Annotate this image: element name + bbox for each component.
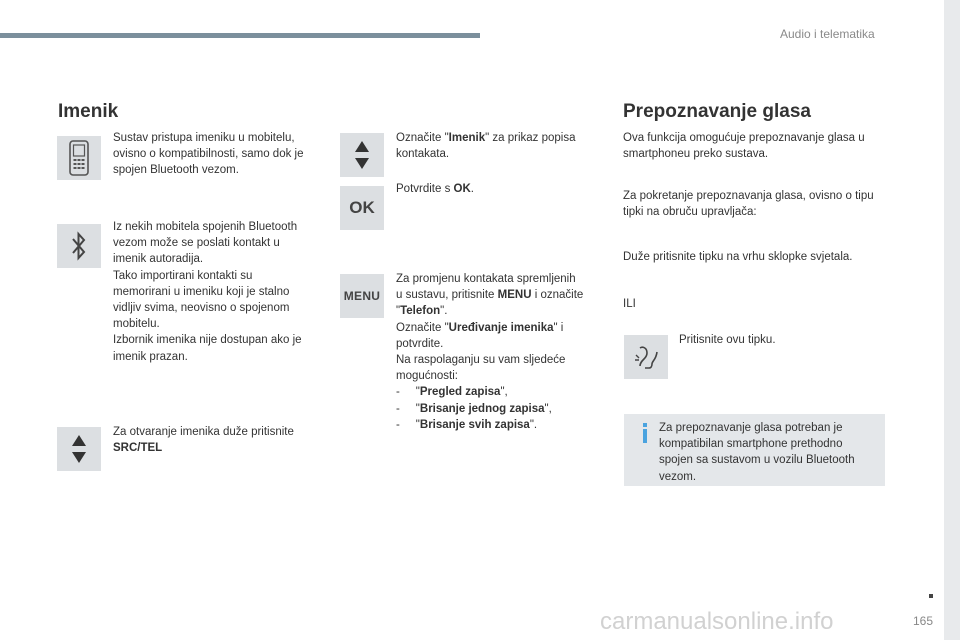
voice-command-icon (624, 335, 668, 379)
heading-voice-recognition: Prepoznavanje glasa (623, 101, 811, 122)
menu-button-icon: MENU (340, 274, 384, 318)
text-line: vidljiv svima, neovisno o spojenom (113, 302, 290, 315)
confirm-ok-text: Potvrdite s OK. (396, 183, 474, 195)
text-line: imenik autoradija. (113, 253, 204, 266)
side-strip (944, 0, 960, 640)
bluetooth-icon (57, 224, 101, 268)
edit-contacts-text: Za promjenu kontakata spremljenih u sustavu, pritisnite MENU i označite "Telefon". Označite "Uređivanje imenika" i potvrdite. Na raspolaganju su vam sljedeće mogućnosti: - "Pregled zapisa", - "Brisanje jednog zapisa", - "Brisanje svih zapisa". (396, 271, 606, 433)
text-line: memorirani u imeniku koji je stalno (113, 285, 290, 298)
src-tel-label: SRC/TEL (113, 442, 163, 455)
text-line: Za otvaranje imenika duže pritisnite (113, 426, 294, 438)
text-line: Iz nekih mobitela spojenih Bluetooth (113, 221, 298, 233)
text-line: Izbornik imenika nije dostupan ako je (113, 334, 302, 347)
info-icon (640, 423, 650, 443)
voice-start-text: Za pokretanje prepoznavanja glasa, ovisno o tipu tipki na obruču upravljača: (623, 190, 874, 219)
phonebook-intro-text: Sustav pristupa imeniku u mobitelu, ovisno o kompatibilnosti, samo dok je spojen Bluetooth vezom. (113, 132, 304, 177)
section-title: Audio i telematika (780, 27, 875, 41)
up-down-arrows-icon (340, 133, 384, 177)
text-line: imenik prazan. (113, 350, 188, 363)
ok-button-icon: OK (340, 186, 384, 230)
select-phonebook-text: Označite "Imenik" za prikaz popisa kontakata. (396, 132, 576, 161)
text-line: Tako importirani kontakti su (113, 269, 253, 282)
up-down-arrows-icon (57, 427, 101, 471)
list-item: - "Brisanje svih zapisa". (396, 418, 538, 431)
list-item: - "Brisanje jednog zapisa", (396, 402, 552, 415)
list-item: - "Pregled zapisa", (396, 386, 508, 399)
phone-icon (57, 136, 101, 180)
page-dot (929, 594, 933, 598)
long-press-text: Duže pritisnite tipku na vrhu sklopke svjetala. (623, 251, 853, 263)
voice-intro-text: Ova funkcija omogućuje prepoznavanje glasa u smartphoneu preko sustava. (623, 132, 865, 161)
top-divider-bar (0, 33, 480, 38)
text-line: vezom može se poslati kontakt u (113, 237, 280, 250)
open-phonebook-text (113, 424, 328, 456)
press-button-text: Pritisnite ovu tipku. (679, 334, 776, 346)
info-note-text: Za prepoznavanje glasa potreban je kompatibilan smartphone prethodno spojen sa sustavom u vozilu Bluetooth vezom. (659, 422, 855, 483)
bluetooth-contacts-text (113, 219, 328, 365)
text-line: mobitelu. (113, 318, 160, 331)
page-number: 165 (913, 614, 934, 628)
watermark: carmanualsonline.info (600, 608, 834, 635)
heading-imenik: Imenik (58, 101, 119, 122)
or-text: ILI (623, 298, 636, 310)
